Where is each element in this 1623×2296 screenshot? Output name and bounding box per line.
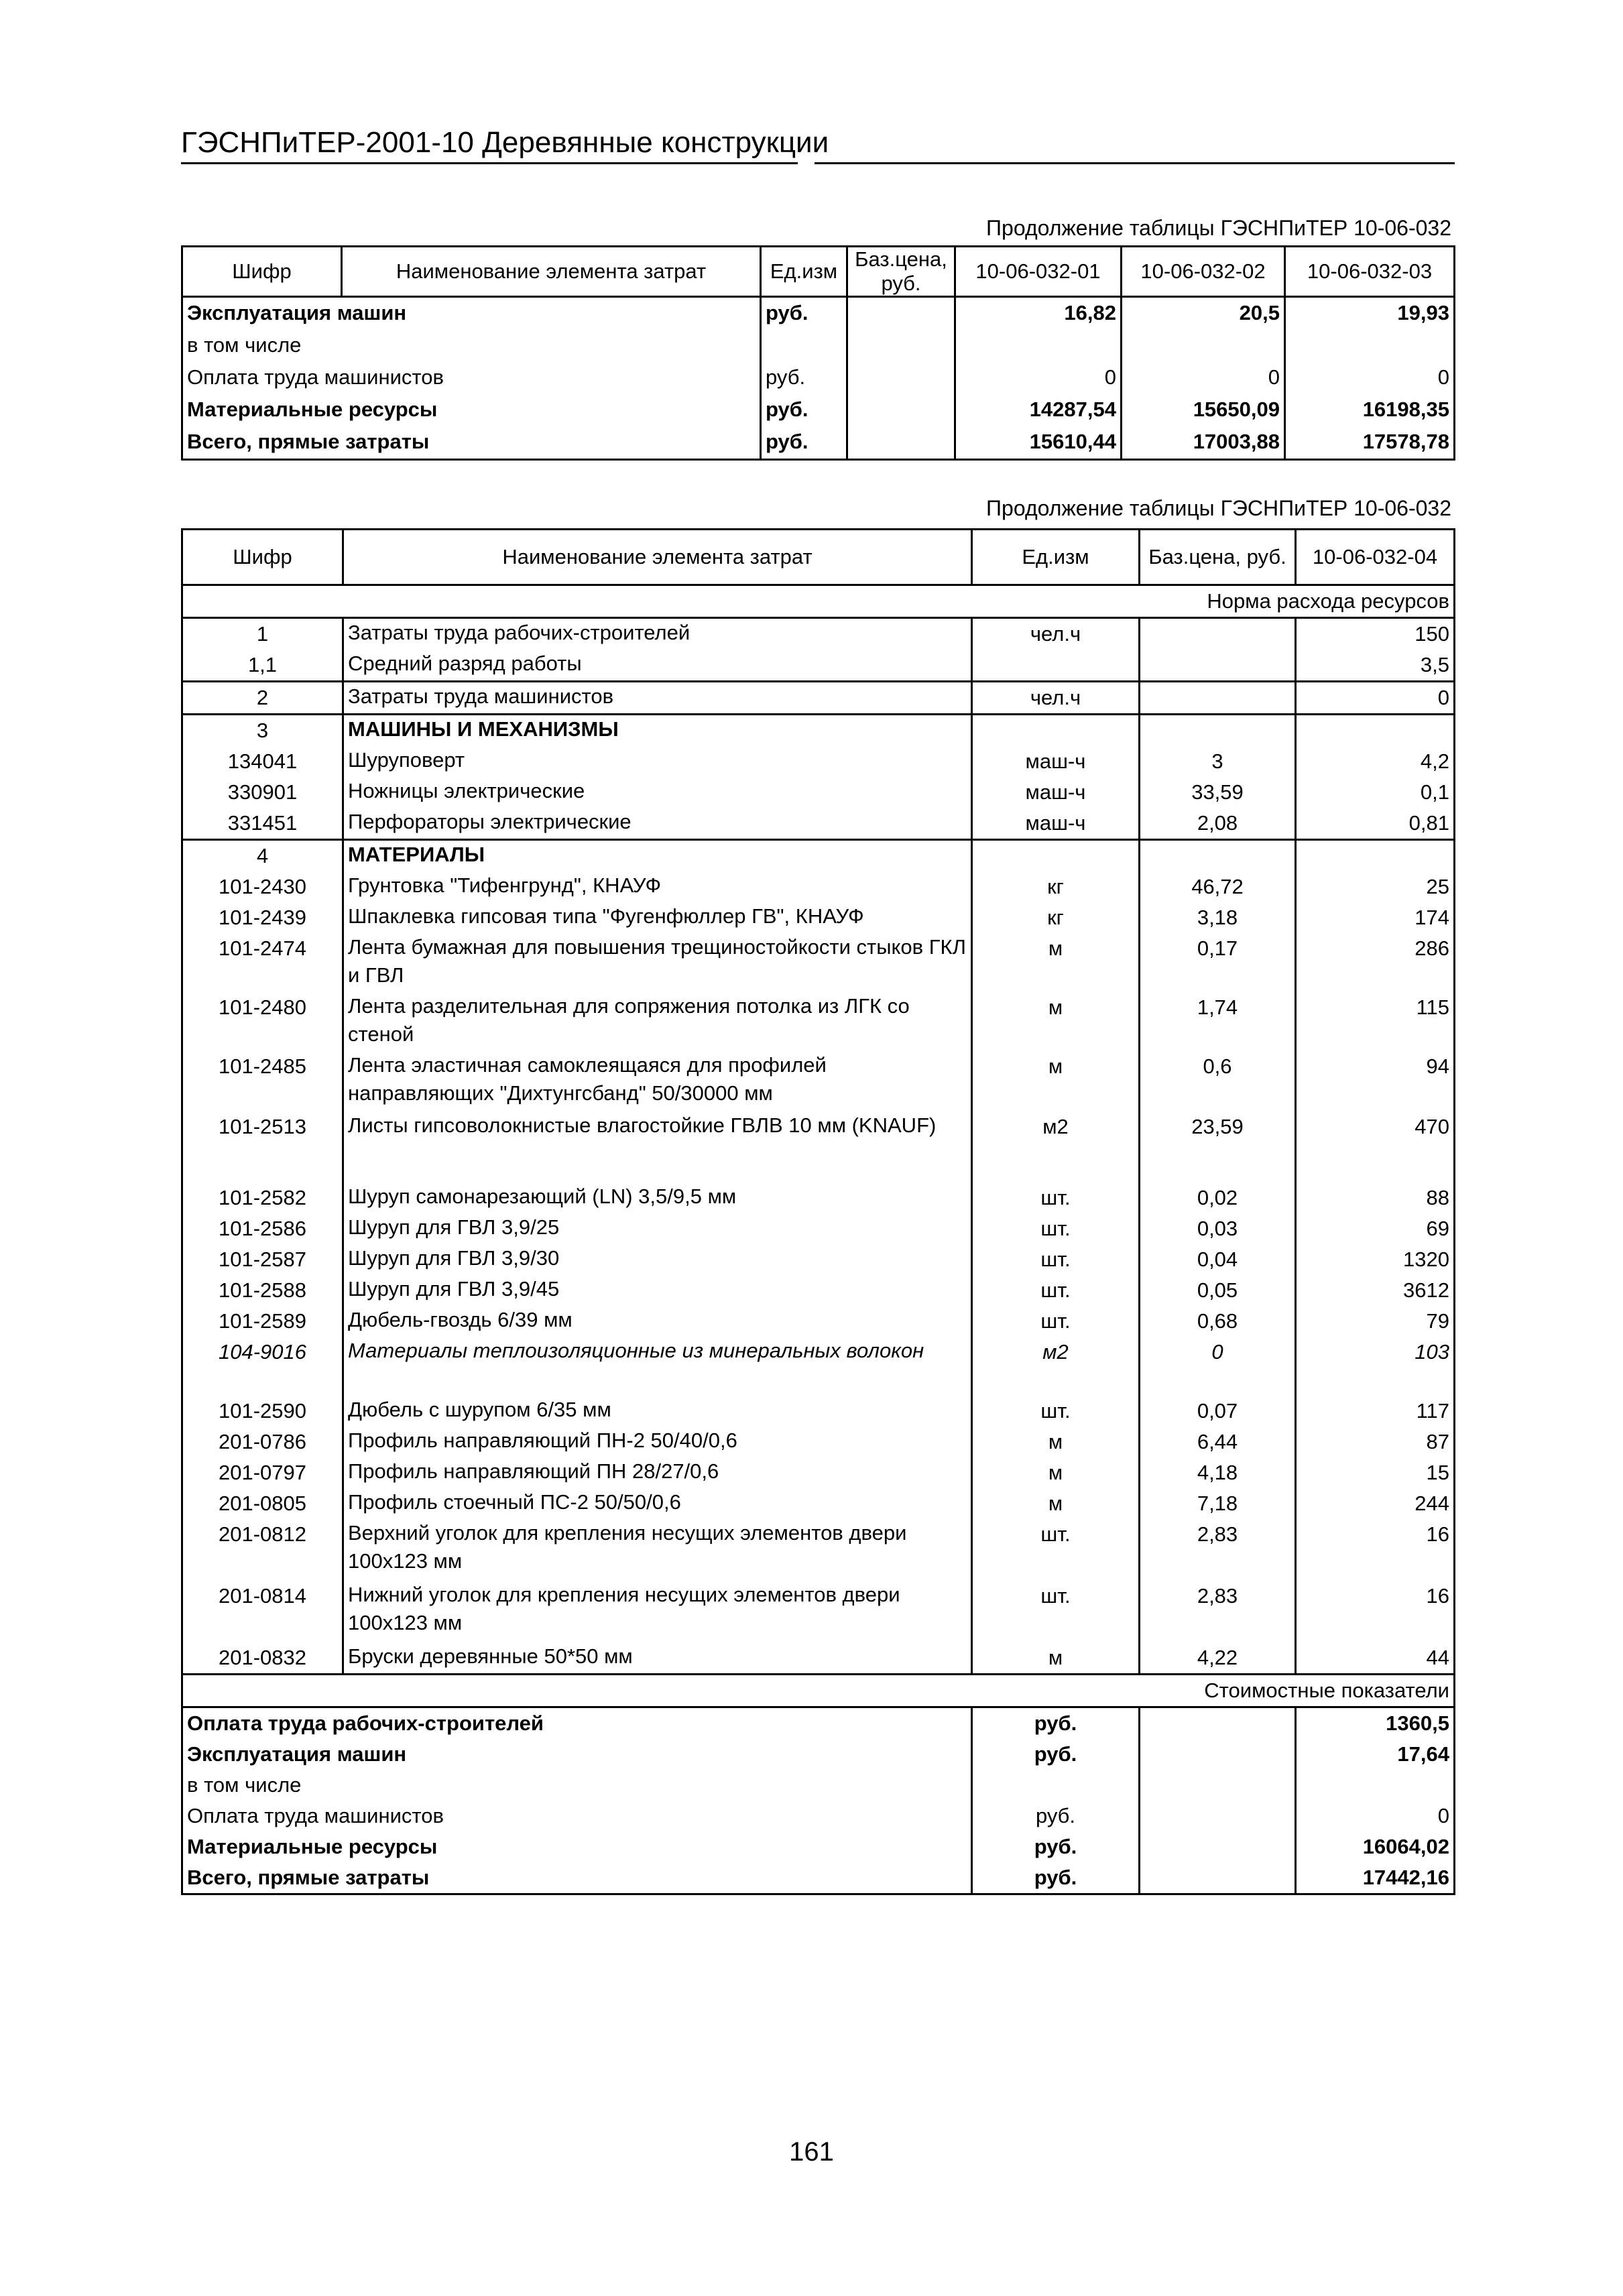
row-code: 1 bbox=[182, 618, 343, 650]
table-row bbox=[182, 1183, 1455, 1213]
row-name: Оплата труда машинистов bbox=[182, 1801, 972, 1831]
row-value: 0,1 bbox=[1296, 777, 1455, 808]
row-unit: шт. bbox=[972, 1213, 1140, 1244]
table-row bbox=[182, 1427, 1455, 1457]
table-row bbox=[182, 1213, 1455, 1244]
table-row bbox=[182, 1581, 1455, 1642]
row-name: Лента бумажная для повышения трещиностойкости стыков ГКЛ и ГВЛ bbox=[343, 933, 972, 992]
row-value: 470 bbox=[1296, 1111, 1455, 1183]
col-header-name: Наименование элемента затрат bbox=[342, 247, 761, 297]
row-name: Бруски деревянные 50*50 мм bbox=[343, 1642, 972, 1675]
row-value: 3612 bbox=[1296, 1275, 1455, 1306]
row-unit bbox=[972, 650, 1140, 682]
page-number: 161 bbox=[789, 2137, 834, 2167]
table-row bbox=[182, 1306, 1455, 1337]
row-code: 101-2513 bbox=[182, 1111, 343, 1183]
col-header-name: Наименование элемента затрат bbox=[343, 530, 972, 585]
row-value bbox=[955, 330, 1122, 362]
row-unit: руб. bbox=[972, 1801, 1140, 1831]
table-row bbox=[182, 1457, 1455, 1488]
row-value: 19,93 bbox=[1285, 297, 1455, 330]
row-name: в том числе bbox=[182, 1770, 972, 1801]
row-code: 104-9016 bbox=[182, 1337, 343, 1396]
table-row bbox=[182, 1111, 1455, 1183]
row-price: 0,6 bbox=[1140, 1051, 1296, 1111]
row-unit: чел.ч bbox=[972, 682, 1140, 715]
row-unit: м bbox=[972, 1051, 1140, 1111]
table-row bbox=[182, 777, 1455, 808]
row-price: 3,18 bbox=[1140, 902, 1296, 933]
col-header-010: 10-06-032-01 bbox=[955, 247, 1122, 297]
row-name: Шуруп для ГВЛ 3,9/25 bbox=[343, 1213, 972, 1244]
table-row bbox=[182, 1337, 1455, 1396]
row-name: Дюбель с шурупом 6/35 мм bbox=[343, 1396, 972, 1427]
row-name: Верхний уголок для крепления несущих элементов двери 100x123 мм bbox=[343, 1519, 972, 1581]
row-unit bbox=[761, 330, 847, 362]
row-code: 101-2439 bbox=[182, 902, 343, 933]
row-price: 2,83 bbox=[1140, 1519, 1296, 1581]
row-name: Затраты труда машинистов bbox=[343, 682, 972, 715]
table-row bbox=[182, 1801, 1455, 1831]
row-unit: маш-ч bbox=[972, 808, 1140, 840]
row-name: Эксплуатация машин bbox=[182, 297, 761, 330]
table-row bbox=[182, 1519, 1455, 1581]
row-name: Средний разряд работы bbox=[343, 650, 972, 682]
row-price bbox=[1140, 1862, 1296, 1894]
row-unit: м bbox=[972, 1457, 1140, 1488]
row-code: 101-2589 bbox=[182, 1306, 343, 1337]
page-header-title: ГЭСНПиТЕР-2001-10 Деревянные конструкции bbox=[181, 126, 829, 159]
row-price bbox=[1140, 1831, 1296, 1862]
row-unit: шт. bbox=[972, 1183, 1140, 1213]
col-header-030: 10-06-032-03 bbox=[1285, 247, 1455, 297]
row-name: Грунтовка "Тифенгрунд", КНАУФ bbox=[343, 871, 972, 902]
row-code: 201-0812 bbox=[182, 1519, 343, 1581]
row-code: 101-2590 bbox=[182, 1396, 343, 1427]
row-value: 14287,54 bbox=[955, 394, 1122, 426]
row-name: Всего, прямые затраты bbox=[182, 1862, 972, 1894]
row-price: 46,72 bbox=[1140, 871, 1296, 902]
row-value: 16064,02 bbox=[1296, 1831, 1455, 1862]
row-code: 101-2587 bbox=[182, 1244, 343, 1275]
row-code: 101-2588 bbox=[182, 1275, 343, 1306]
row-price: 3 bbox=[1140, 746, 1296, 777]
row-price: 7,18 bbox=[1140, 1488, 1296, 1519]
table-row bbox=[182, 1862, 1455, 1894]
col-header-unit: Ед.изм bbox=[761, 247, 847, 297]
row-name: Ножницы электрические bbox=[343, 777, 972, 808]
row-code: 201-0814 bbox=[182, 1581, 343, 1642]
row-unit: шт. bbox=[972, 1275, 1140, 1306]
table2-header-row bbox=[182, 530, 1455, 585]
row-value: 69 bbox=[1296, 1213, 1455, 1244]
row-price: 0,17 bbox=[1140, 933, 1296, 992]
table-row bbox=[182, 1770, 1455, 1801]
row-value: 3,5 bbox=[1296, 650, 1455, 682]
row-unit: шт. bbox=[972, 1581, 1140, 1642]
table-row bbox=[182, 650, 1455, 682]
table-row bbox=[182, 902, 1455, 933]
row-price: 6,44 bbox=[1140, 1427, 1296, 1457]
row-code: 201-0805 bbox=[182, 1488, 343, 1519]
row-unit: м bbox=[972, 1642, 1140, 1675]
row-value: 25 bbox=[1296, 871, 1455, 902]
row-unit: руб. bbox=[761, 297, 847, 330]
row-value: 16 bbox=[1296, 1581, 1455, 1642]
table-row bbox=[182, 1642, 1455, 1675]
row-name: Дюбель-гвоздь 6/39 мм bbox=[343, 1306, 972, 1337]
row-name: Затраты труда рабочих-строителей bbox=[343, 618, 972, 650]
row-value: 15 bbox=[1296, 1457, 1455, 1488]
row-name: Профиль направляющий ПН-2 50/40/0,6 bbox=[343, 1427, 972, 1457]
row-unit: м2 bbox=[972, 1111, 1140, 1183]
row-value: 16198,35 bbox=[1285, 394, 1455, 426]
row-unit: шт. bbox=[972, 1519, 1140, 1581]
row-unit: м bbox=[972, 1427, 1140, 1457]
table-row bbox=[182, 618, 1455, 650]
row-price: 0,07 bbox=[1140, 1396, 1296, 1427]
row-name: Профиль стоечный ПС-2 50/50/0,6 bbox=[343, 1488, 972, 1519]
table-row bbox=[182, 297, 1455, 330]
row-value: 79 bbox=[1296, 1306, 1455, 1337]
row-value: 244 bbox=[1296, 1488, 1455, 1519]
row-price bbox=[1140, 1770, 1296, 1801]
row-price: 0,68 bbox=[1140, 1306, 1296, 1337]
col-header-unit: Ед.изм bbox=[972, 530, 1140, 585]
row-value: 117 bbox=[1296, 1396, 1455, 1427]
row-unit: м2 bbox=[972, 1337, 1140, 1396]
table-row bbox=[182, 746, 1455, 777]
row-price bbox=[1140, 682, 1296, 715]
row-unit: руб. bbox=[761, 362, 847, 394]
table-row bbox=[182, 1831, 1455, 1862]
row-code: 331451 bbox=[182, 808, 343, 840]
row-unit: руб. bbox=[972, 1831, 1140, 1862]
row-name: Материалы теплоизоляционные из минеральных волокон bbox=[343, 1337, 972, 1396]
row-name: Шуруп самонарезающий (LN) 3,5/9,5 мм bbox=[343, 1183, 972, 1213]
table-row bbox=[182, 992, 1455, 1051]
table-row bbox=[182, 933, 1455, 992]
row-name: Шуруповерт bbox=[343, 746, 972, 777]
row-price: 2,08 bbox=[1140, 808, 1296, 840]
row-price: 0,02 bbox=[1140, 1183, 1296, 1213]
row-name: Всего, прямые затраты bbox=[182, 426, 761, 460]
row-value: 16 bbox=[1296, 1519, 1455, 1581]
table2-body bbox=[182, 618, 1455, 1675]
row-value: 1360,5 bbox=[1296, 1707, 1455, 1740]
row-value: 0 bbox=[1296, 682, 1455, 715]
row-value: 17,64 bbox=[1296, 1739, 1455, 1770]
row-code: 2 bbox=[182, 682, 343, 715]
row-price: 0,04 bbox=[1140, 1244, 1296, 1275]
col-header-price: Баз.цена, руб. bbox=[1140, 530, 1296, 585]
row-value: 87 bbox=[1296, 1427, 1455, 1457]
row-price bbox=[1140, 1801, 1296, 1831]
row-value: 0 bbox=[1285, 362, 1455, 394]
row-name: Шпаклевка гипсовая типа "Фугенфюллер ГВ", КНАУФ bbox=[343, 902, 972, 933]
row-unit: маш-ч bbox=[972, 746, 1140, 777]
row-code: 201-0797 bbox=[182, 1457, 343, 1488]
row-code: 4 bbox=[182, 840, 343, 872]
row-name: Оплата труда машинистов bbox=[182, 362, 761, 394]
table-row bbox=[182, 1707, 1455, 1740]
row-price bbox=[847, 394, 955, 426]
row-price bbox=[1140, 618, 1296, 650]
row-value: 17442,16 bbox=[1296, 1862, 1455, 1894]
row-value: 0 bbox=[1296, 1801, 1455, 1831]
row-value bbox=[1122, 330, 1285, 362]
table-row bbox=[182, 871, 1455, 902]
row-price: 33,59 bbox=[1140, 777, 1296, 808]
table-row bbox=[182, 682, 1455, 715]
row-value bbox=[1296, 840, 1455, 872]
row-price bbox=[1140, 1707, 1296, 1740]
header-rule-right bbox=[815, 162, 1455, 164]
cost-body bbox=[182, 1707, 1455, 1894]
row-unit: м bbox=[972, 992, 1140, 1051]
row-name: Перфораторы электрические bbox=[343, 808, 972, 840]
row-code: 201-0786 bbox=[182, 1427, 343, 1457]
row-price bbox=[1140, 840, 1296, 872]
row-code: 101-2582 bbox=[182, 1183, 343, 1213]
row-value: 1320 bbox=[1296, 1244, 1455, 1275]
row-name: Оплата труда рабочих-строителей bbox=[182, 1707, 972, 1740]
row-value: 103 bbox=[1296, 1337, 1455, 1396]
row-value: 15610,44 bbox=[955, 426, 1122, 460]
row-price: 1,74 bbox=[1140, 992, 1296, 1051]
row-name: в том числе bbox=[182, 330, 761, 362]
row-value: 286 bbox=[1296, 933, 1455, 992]
row-price: 0,05 bbox=[1140, 1275, 1296, 1306]
row-name: Эксплуатация машин bbox=[182, 1739, 972, 1770]
row-value bbox=[1285, 330, 1455, 362]
table-row bbox=[182, 1488, 1455, 1519]
row-value: 17003,88 bbox=[1122, 426, 1285, 460]
table-row bbox=[182, 1275, 1455, 1306]
cost-section-label: Стоимостные показатели bbox=[182, 1675, 1455, 1707]
row-name: МАШИНЫ И МЕХАНИЗМЫ bbox=[343, 715, 972, 747]
row-value: 15650,09 bbox=[1122, 394, 1285, 426]
row-unit bbox=[972, 840, 1140, 872]
row-price bbox=[1140, 1739, 1296, 1770]
norm-section-row bbox=[182, 585, 1455, 618]
row-value: 174 bbox=[1296, 902, 1455, 933]
row-unit: руб. bbox=[972, 1707, 1140, 1740]
row-unit: м bbox=[972, 1488, 1140, 1519]
row-price bbox=[1140, 715, 1296, 747]
row-code: 134041 bbox=[182, 746, 343, 777]
row-unit: шт. bbox=[972, 1306, 1140, 1337]
row-name: МАТЕРИАЛЫ bbox=[343, 840, 972, 872]
row-code: 1,1 bbox=[182, 650, 343, 682]
cost-section-row bbox=[182, 1675, 1455, 1707]
row-unit bbox=[972, 1770, 1140, 1801]
row-unit: кг bbox=[972, 902, 1140, 933]
row-value: 94 bbox=[1296, 1051, 1455, 1111]
row-value bbox=[1296, 1770, 1455, 1801]
row-unit: шт. bbox=[972, 1396, 1140, 1427]
row-unit: маш-ч bbox=[972, 777, 1140, 808]
row-name: Лента разделительная для сопряжения потолка из ЛГК со стеной bbox=[343, 992, 972, 1051]
col-header-040: 10-06-032-04 bbox=[1296, 530, 1455, 585]
table-row bbox=[182, 1739, 1455, 1770]
col-header-020: 10-06-032-02 bbox=[1122, 247, 1285, 297]
table1 bbox=[181, 245, 1455, 461]
row-unit: руб. bbox=[972, 1739, 1140, 1770]
row-value: 88 bbox=[1296, 1183, 1455, 1213]
row-price: 4,22 bbox=[1140, 1642, 1296, 1675]
row-name: Шуруп для ГВЛ 3,9/45 bbox=[343, 1275, 972, 1306]
table-row bbox=[182, 840, 1455, 872]
table-row bbox=[182, 330, 1455, 362]
row-name: Шуруп для ГВЛ 3,9/30 bbox=[343, 1244, 972, 1275]
table-row bbox=[182, 426, 1455, 460]
row-unit: кг bbox=[972, 871, 1140, 902]
row-price: 23,59 bbox=[1140, 1111, 1296, 1183]
row-code: 330901 bbox=[182, 777, 343, 808]
row-price: 0 bbox=[1140, 1337, 1296, 1396]
row-price bbox=[847, 362, 955, 394]
row-value: 0,81 bbox=[1296, 808, 1455, 840]
row-name: Материальные ресурсы bbox=[182, 394, 761, 426]
row-name: Листы гипсоволокнистые влагостойкие ГВЛВ 10 мм (KNAUF) bbox=[343, 1111, 972, 1183]
row-value: 17578,78 bbox=[1285, 426, 1455, 460]
row-price: 0,03 bbox=[1140, 1213, 1296, 1244]
row-value bbox=[1296, 715, 1455, 747]
table-row bbox=[182, 394, 1455, 426]
table-row bbox=[182, 362, 1455, 394]
table-row bbox=[182, 808, 1455, 840]
col-header-price: Баз.цена, руб. bbox=[847, 247, 955, 297]
row-unit: чел.ч bbox=[972, 618, 1140, 650]
row-value: 4,2 bbox=[1296, 746, 1455, 777]
row-unit bbox=[972, 715, 1140, 747]
row-value: 0 bbox=[1122, 362, 1285, 394]
row-price bbox=[847, 297, 955, 330]
row-name: Профиль направляющий ПН 28/27/0,6 bbox=[343, 1457, 972, 1488]
row-name: Материальные ресурсы bbox=[182, 1831, 972, 1862]
row-unit: руб. bbox=[761, 426, 847, 460]
row-code: 101-2474 bbox=[182, 933, 343, 992]
row-code: 101-2480 bbox=[182, 992, 343, 1051]
table2 bbox=[181, 528, 1455, 1895]
table-row bbox=[182, 715, 1455, 747]
row-code: 101-2586 bbox=[182, 1213, 343, 1244]
row-code: 201-0832 bbox=[182, 1642, 343, 1675]
table1-header-row bbox=[182, 247, 1455, 297]
col-header-code: Шифр bbox=[182, 530, 343, 585]
col-header-code: Шифр bbox=[182, 247, 342, 297]
row-price: 2,83 bbox=[1140, 1581, 1296, 1642]
row-code: 101-2430 bbox=[182, 871, 343, 902]
row-code: 3 bbox=[182, 715, 343, 747]
row-value: 20,5 bbox=[1122, 297, 1285, 330]
table2-continuation-caption: Продолжение таблицы ГЭСНПиТЕР 10-06-032 bbox=[986, 496, 1451, 520]
row-price bbox=[1140, 650, 1296, 682]
row-value: 115 bbox=[1296, 992, 1455, 1051]
table1-continuation-caption: Продолжение таблицы ГЭСНПиТЕР 10-06-032 bbox=[986, 216, 1451, 240]
row-unit: м bbox=[972, 933, 1140, 992]
row-price: 4,18 bbox=[1140, 1457, 1296, 1488]
row-value: 150 bbox=[1296, 618, 1455, 650]
row-unit: руб. bbox=[972, 1862, 1140, 1894]
row-unit: шт. bbox=[972, 1244, 1140, 1275]
row-unit: руб. bbox=[761, 394, 847, 426]
norm-section-label: Норма расхода ресурсов bbox=[182, 585, 1455, 618]
row-code: 101-2485 bbox=[182, 1051, 343, 1111]
row-value: 0 bbox=[955, 362, 1122, 394]
row-value: 44 bbox=[1296, 1642, 1455, 1675]
table-row bbox=[182, 1244, 1455, 1275]
row-price bbox=[847, 330, 955, 362]
row-value: 16,82 bbox=[955, 297, 1122, 330]
table-row bbox=[182, 1051, 1455, 1111]
row-name: Нижний уголок для крепления несущих элементов двери 100x123 мм bbox=[343, 1581, 972, 1642]
row-price bbox=[847, 426, 955, 460]
row-name: Лента эластичная самоклеящаяся для профилей направляющих "Дихтунгсбанд" 50/30000 мм bbox=[343, 1051, 972, 1111]
table-row bbox=[182, 1396, 1455, 1427]
header-rule bbox=[181, 162, 798, 164]
